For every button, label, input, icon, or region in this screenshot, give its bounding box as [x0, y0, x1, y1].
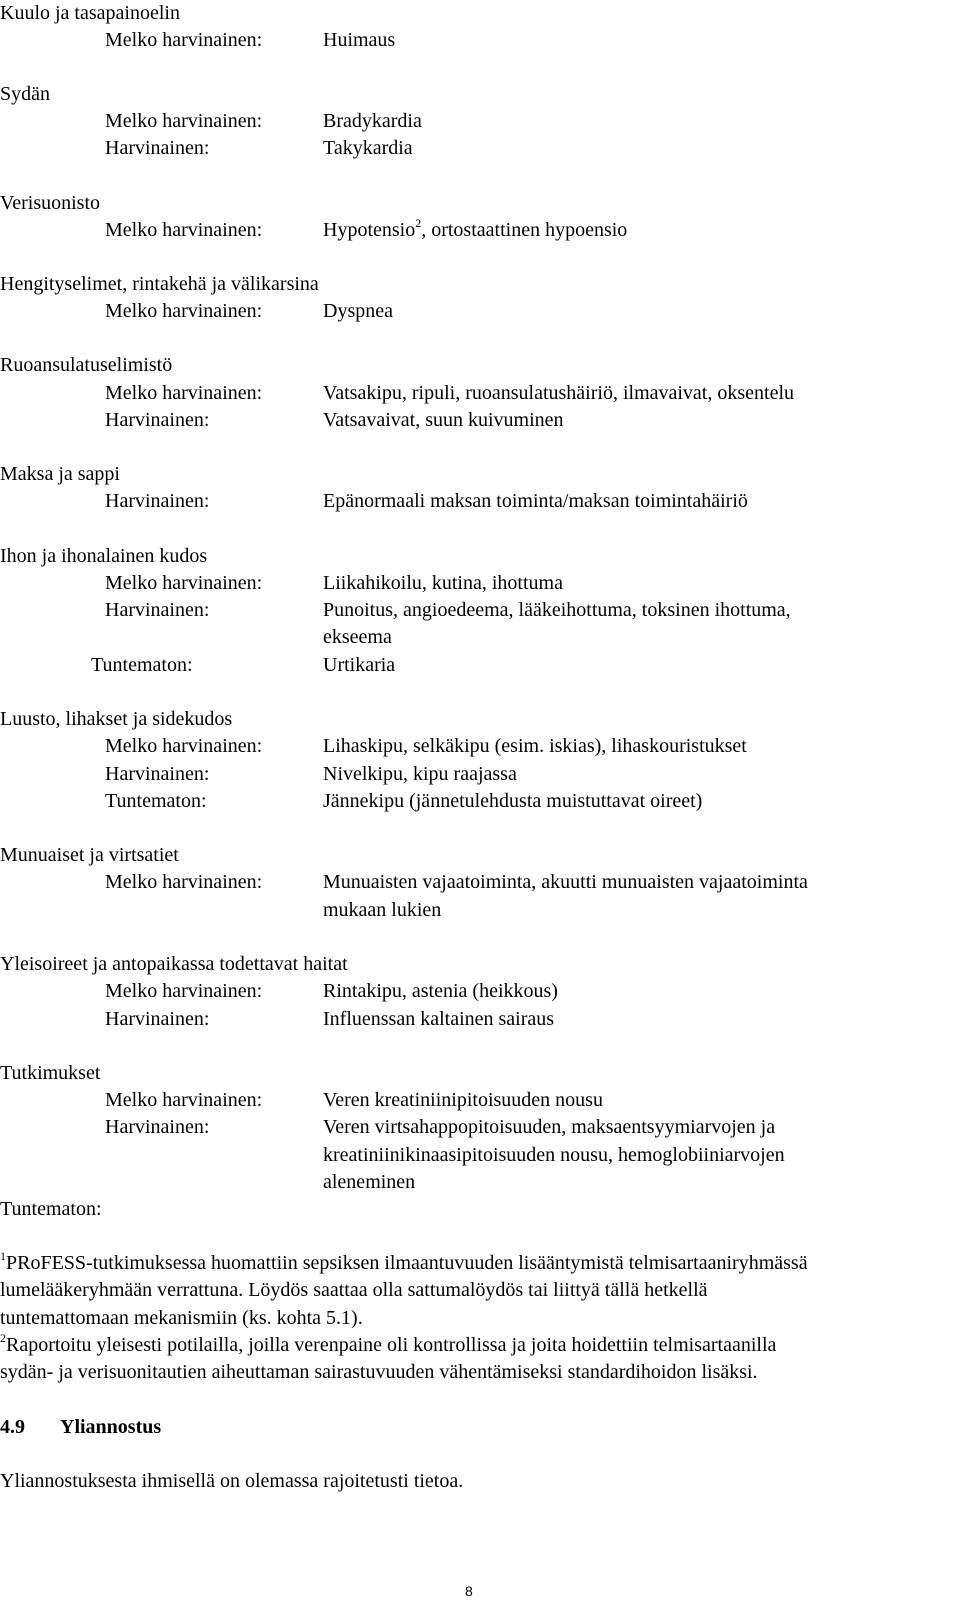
frequency-label: Tuntematon:: [91, 654, 193, 676]
footnote: [0, 1250, 808, 1277]
footnote: [0, 1332, 776, 1359]
reaction-text-part: , ortostaattinen hypoensio: [421, 219, 628, 241]
footnote-reference: 2: [415, 216, 422, 231]
reaction-text-continued: mukaan lukien: [323, 899, 442, 921]
reaction-text: Punoitus, angioedeema, lääkeihottuma, toksinen ihottuma,: [323, 599, 791, 621]
frequency-label: Harvinainen:: [105, 599, 210, 621]
footnote-text-continued: sydän- ja verisuonitautien aiheuttaman sairastuvuuden vähentämiseksi standardihoidon lisäksi.: [0, 1361, 758, 1383]
section-heading: Luusto, lihakset ja sidekudos: [0, 708, 233, 730]
frequency-label: Melko harvinainen:: [105, 29, 263, 51]
section-heading: Hengityselimet, rintakehä ja välikarsina: [0, 273, 319, 295]
frequency-label: Harvinainen:: [105, 137, 210, 159]
reaction-text: Epänormaali maksan toiminta/maksan toimintahäiriö: [323, 490, 748, 512]
reaction-text: Munuaisten vajaatoiminta, akuutti munuaisten vajaatoiminta: [323, 871, 808, 893]
page-number: 8: [465, 1583, 473, 1599]
footnote-text-continued: tuntemattomaan mekanismiin (ks. kohta 5.1).: [0, 1307, 363, 1329]
reaction-text: Influenssan kaltainen sairaus: [323, 1008, 555, 1030]
reaction-text-continued: ekseema: [323, 626, 392, 648]
frequency-label: Melko harvinainen:: [105, 572, 263, 594]
section-heading: Tutkimukset: [0, 1062, 101, 1084]
reaction-text: Lihaskipu, selkäkipu (esim. iskias), lihaskouristukset: [323, 735, 747, 757]
section-number: 4.9: [0, 1416, 25, 1438]
reaction-text: Bradykardia: [323, 110, 422, 132]
footnote-text: Raportoitu yleisesti potilailla, joilla verenpaine oli kontrollissa ja joita hoidettiin telmisartaanilla: [6, 1334, 777, 1356]
frequency-label: Melko harvinainen:: [105, 980, 263, 1002]
frequency-label: Harvinainen:: [105, 1008, 210, 1030]
footnote-marker: 2: [0, 1331, 6, 1346]
frequency-label: Melko harvinainen:: [105, 735, 263, 757]
reaction-text: Huimaus: [323, 29, 396, 51]
frequency-label: Melko harvinainen:: [105, 1089, 263, 1111]
reaction-text: Veren kreatiniinipitoisuuden nousu: [323, 1089, 603, 1111]
reaction-text: Veren virtsahappopitoisuuden, maksaentsyymiarvojen ja: [323, 1116, 776, 1138]
body-paragraph: Yliannostuksesta ihmisellä on olemassa rajoitetusti tietoa.: [0, 1470, 464, 1492]
frequency-label: Melko harvinainen:: [105, 110, 263, 132]
reaction-text-continued: aleneminen: [323, 1171, 416, 1193]
reaction-text: Liikahikoilu, kutina, ihottuma: [323, 572, 563, 594]
section-heading: Verisuonisto: [0, 192, 100, 214]
section-heading: Kuulo ja tasapainoelin: [0, 2, 180, 24]
frequency-label: Tuntematon:: [0, 1198, 102, 1220]
reaction-text: Nivelkipu, kipu raajassa: [323, 763, 517, 785]
reaction-text: Vatsakipu, ripuli, ruoansulatushäiriö, ilmavaivat, oksentelu: [323, 382, 795, 404]
reaction-text: Jännekipu (jännetulehdusta muistuttavat oireet): [323, 790, 703, 812]
section-heading: Yleisoireet ja antopaikassa todettavat haitat: [0, 953, 348, 975]
section-heading: Maksa ja sappi: [0, 463, 120, 485]
section-title: Yliannostus: [60, 1416, 162, 1438]
frequency-label: Harvinainen:: [105, 1116, 210, 1138]
section-heading: Ihon ja ihonalainen kudos: [0, 545, 208, 567]
footnote-text-continued: lumelääkeryhmään verrattuna. Löydös saattaa olla sattumalöydös tai liittyä tällä hetkellä: [0, 1279, 708, 1301]
section-heading: Munuaiset ja virtsatiet: [0, 844, 179, 866]
frequency-label: Melko harvinainen:: [105, 871, 263, 893]
frequency-label: Harvinainen:: [105, 490, 210, 512]
frequency-label: Melko harvinainen:: [105, 300, 263, 322]
frequency-label: Harvinainen:: [105, 763, 210, 785]
reaction-text: Dyspnea: [323, 300, 393, 322]
reaction-text: Urtikaria: [323, 654, 396, 676]
section-heading: Sydän: [0, 83, 50, 105]
reaction-text: Vatsavaivat, suun kuivuminen: [323, 409, 564, 431]
reaction-text: Takykardia: [323, 137, 413, 159]
reaction-text: [323, 217, 627, 244]
frequency-label: Harvinainen:: [105, 409, 210, 431]
reaction-text-continued: kreatiniinikinaasipitoisuuden nousu, hemoglobiiniarvojen: [323, 1144, 785, 1166]
footnote-text: PRoFESS-tutkimuksessa huomattiin sepsiksen ilmaantuvuuden lisääntymistä telmisartaaniryhmässä: [6, 1252, 808, 1274]
frequency-label: Melko harvinainen:: [105, 219, 263, 241]
frequency-label: Melko harvinainen:: [105, 382, 263, 404]
frequency-label: Tuntematon:: [105, 790, 207, 812]
reaction-text-part: Hypotensio: [323, 219, 416, 241]
reaction-text: Rintakipu, astenia (heikkous): [323, 980, 558, 1002]
footnote-marker: 1: [0, 1249, 6, 1264]
section-heading: Ruoansulatuselimistö: [0, 354, 173, 376]
